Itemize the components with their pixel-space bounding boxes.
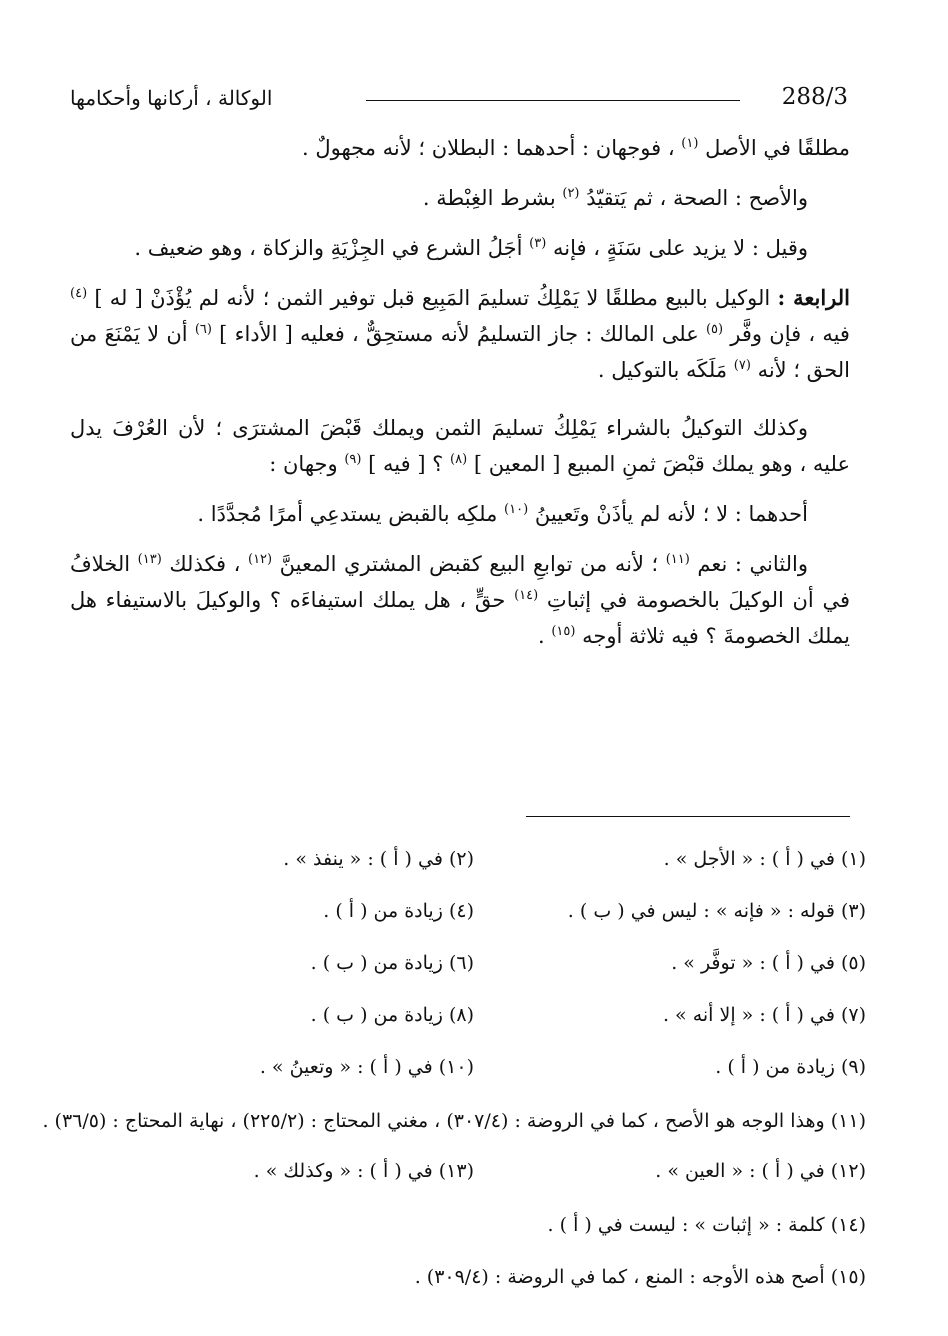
footnote-ref: (٤)	[70, 286, 88, 301]
paragraph-6	[70, 496, 850, 532]
footnote-ref: (٧)	[733, 358, 751, 373]
footnote-ref: (٢)	[562, 186, 580, 201]
text-segment: على المالك : جاز التسليمُ لأنه مستحِقٌّ ، فعليه [ الأداء ]	[219, 322, 706, 346]
footnote-ref: (٦)	[194, 322, 212, 337]
text-segment: وكذلك التوكيلُ بالشراء يَمْلِكُ تسليمَ الثمن ويملك قَبْضَ المشترَى ؛ لأن العُرْفَ يدل عليه ، وهو يملك قبْضَ ثمنِ المبيع [ المعين ]	[70, 416, 850, 476]
footnote-ref: (٣)	[529, 236, 547, 251]
paragraph-2	[70, 180, 850, 216]
footnotes	[42, 840, 866, 1308]
footnote-15: (١٥) أصح هذه الأوجه : المنع ، كما في الروضة : (٣٠٩/٤) .	[414, 1266, 866, 1288]
text-segment: أجَلُ الشرع في الجِزْيَةِ والزكاة ، وهو ضعيف .	[134, 236, 530, 260]
footnote-2: (٢) في ( أ ) : « ينفذ » .	[283, 848, 474, 870]
footnote-ref: (١٣)	[137, 552, 162, 567]
footnote-ref: (١٥)	[551, 624, 576, 639]
footnote-ref: (٨)	[450, 452, 468, 467]
footnote-ref: (١)	[681, 136, 699, 151]
paragraph-4	[70, 280, 850, 388]
text-segment: أن لا يَمْنَعَ من الحق ؛ لأنه	[70, 322, 850, 382]
footnote-row	[90, 840, 866, 892]
footnote-5: (٥) في ( أ ) : « توفَّر » .	[671, 952, 866, 974]
header-rule	[366, 100, 740, 101]
text-segment: والثاني : نعم	[697, 552, 808, 576]
footnote-8: (٨) زيادة من ( ب ) .	[310, 1004, 474, 1026]
text-segment: فيه ، فإن وفَّر	[730, 322, 850, 346]
text-segment: حقٍّ ، هل يملك استيفاءَه ؟ والوكيلَ بالاستيفاء هل يملك الخصومةَ ؟ فيه ثلاثة أوجه	[70, 588, 850, 648]
footnote-ref: (١٠)	[504, 502, 529, 517]
footnote-3: (٣) قوله : « فإنه » : ليس في ( ب ) .	[567, 900, 866, 922]
footnote-1: (١) في ( أ ) : « الأجل » .	[663, 848, 866, 870]
text-segment: .	[537, 624, 552, 648]
text-segment: ؟ [ فيه ]	[368, 452, 451, 476]
footnote-separator	[526, 816, 850, 817]
footnote-ref: (١١)	[665, 552, 690, 567]
text-segment: والأصح : الصحة ، ثم يَتقيّدُ	[586, 186, 808, 210]
text-segment: بشرط الغِبْطة .	[422, 186, 563, 210]
text-segment: ، فوجهان : أحدهما : البطلان ؛ لأنه مجهولٌ .	[302, 136, 682, 160]
text-segment: وجهان :	[269, 452, 345, 476]
footnote-ref: (٩)	[344, 452, 362, 467]
main-text	[70, 130, 850, 676]
footnote-row	[90, 1048, 866, 1100]
footnote-9: (٩) زيادة من ( أ ) .	[715, 1056, 866, 1078]
footnote-row	[90, 996, 866, 1048]
running-title: الوكالة ، أركانها وأحكامها	[70, 86, 273, 110]
paragraph-7	[70, 546, 850, 654]
text-segment: أحدهما : لا ؛ لأنه لم يأذَنْ وتَعيينُ	[534, 502, 808, 526]
text-segment: ؛ لأنه من توابعِ البيع كقبض المشتري المعينَّ	[279, 552, 666, 576]
paragraph-5	[70, 410, 850, 482]
footnote-11: (١١) وهذا الوجه هو الأصح ، كما في الروضة : (٣٠٧/٤) ، مغني المحتاج : (٢٢٥/٢) ، نهاية المحتاج : (٣٦/٥) .	[42, 1110, 866, 1132]
footnote-10: (١٠) في ( أ ) : « وتعينُ » .	[259, 1056, 474, 1078]
footnote-ref: (١٢)	[247, 552, 273, 567]
footnote-row	[90, 1152, 866, 1204]
text-segment: مطلقًا في الأصل	[705, 136, 850, 160]
paragraph-1	[70, 130, 850, 166]
section-lead: الرابعة :	[777, 285, 850, 310]
footnote-ref: (٥)	[705, 322, 724, 337]
text-segment: مَلَكَه بالتوكيل .	[597, 358, 734, 382]
text-segment: الخلافُ في أن الوكيلَ بالخصومة في إثباتِ	[70, 552, 850, 612]
text-segment: الوكيل بالبيع مطلقًا لا يَمْلِكُ تسليمَ المَبِيع قبل توفير الثمن ؛ لأنه لم يُؤْذَنْ [ له ]	[94, 286, 778, 310]
page-number: 288/3	[781, 84, 848, 110]
footnote-7: (٧) في ( أ ) : « إلا أنه » .	[662, 1004, 866, 1026]
paragraph-3	[70, 230, 850, 266]
footnote-6: (٦) زيادة من ( ب ) .	[310, 952, 474, 974]
footnote-12: (١٢) في ( أ ) : « العين » .	[655, 1160, 866, 1182]
text-segment: وقيل : لا يزيد على سَنَةٍ ، فإنه	[553, 236, 808, 260]
footnote-4: (٤) زيادة من ( أ ) .	[323, 900, 474, 922]
footnote-row	[90, 944, 866, 996]
footnote-14: (١٤) كلمة : « إثبات » : ليست في ( أ ) .	[547, 1214, 866, 1236]
footnote-ref: (١٤)	[514, 588, 539, 603]
text-segment: ، فكذلك	[169, 552, 248, 576]
footnote-row	[90, 892, 866, 944]
running-header	[70, 84, 848, 120]
footnote-13: (١٣) في ( أ ) : « وكذلك » .	[253, 1160, 474, 1182]
text-segment: ملكِه بالقبض يستدعِي أمرًا مُجدَّدًا .	[197, 502, 505, 526]
